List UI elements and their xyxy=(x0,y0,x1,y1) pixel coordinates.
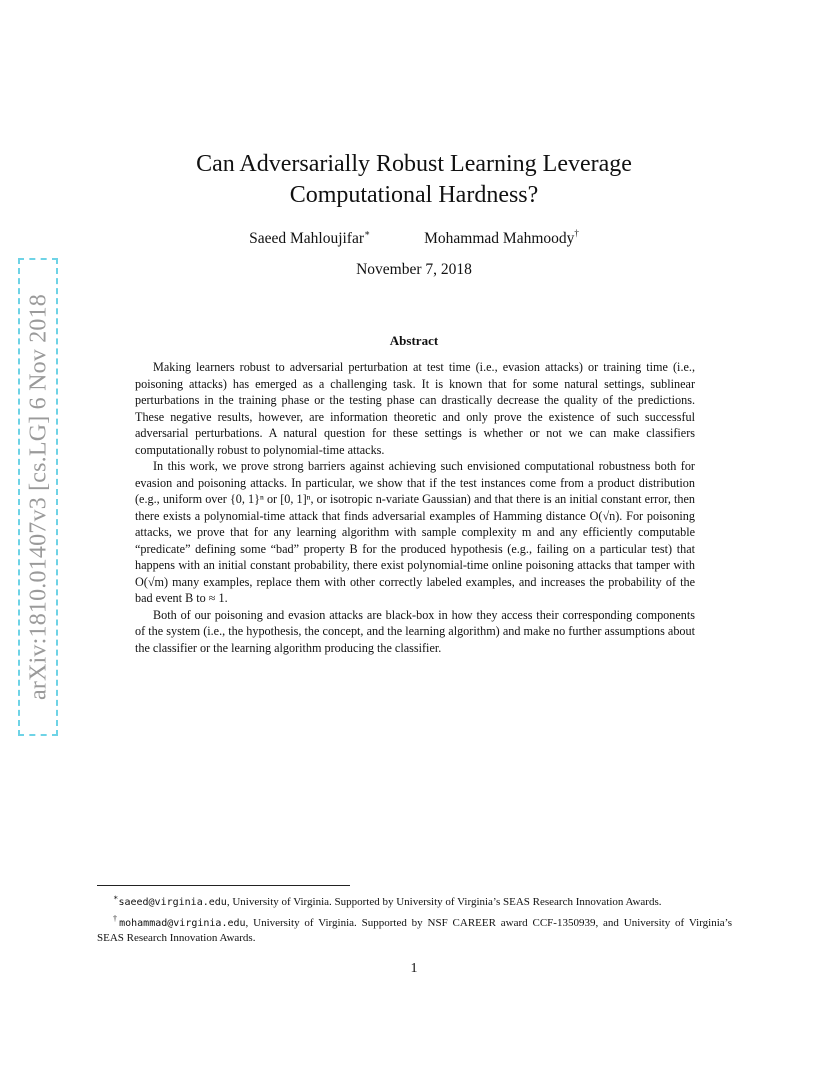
author-1-mark: ∗ xyxy=(364,228,371,238)
footnote-2-mark: † xyxy=(113,913,120,923)
author-2-name: Mohammad Mahmoody xyxy=(424,230,575,247)
page-number: 1 xyxy=(410,961,418,976)
footnote-2-email[interactable]: mohammad@virginia.edu xyxy=(119,917,246,929)
arxiv-identifier: arXiv:1810.01407v3 [cs.LG] 6 Nov 2018 xyxy=(25,294,52,701)
abstract-body xyxy=(135,359,695,656)
author-1 xyxy=(249,228,370,248)
footnote-1-mark: ∗ xyxy=(113,893,119,902)
abstract-paragraph-2: In this work, we prove strong barriers against achieving such envisioned computational robustness both for evasion and poisoning attacks. In particular, we show that if the test instances come from a product distribution (e.g., uniform over {0, 1}ⁿ or [0, 1]ⁿ, or isotropic n-variate Gaussian) and that there is an initial constant error, then there exists a polynomial-time attack that finds adversarial examples of Hamming distance O(√n). For poisoning attacks, we prove that for any learning algorithm with sample complexity m and any efficiently computable “predicate” defining some “bad” property B for the produced hypothesis (e.g., failing on a particular test) that happens with an initial constant probability, there exist polynomial-time online poisoning attacks that tamper with O(√m) many examples, replace them with other correctly labeled examples, and increases the probability of the bad event B to ≈ 1. xyxy=(135,459,695,605)
paper-date: November 7, 2018 xyxy=(356,261,472,278)
abstract-heading: Abstract xyxy=(389,333,439,348)
abstract-paragraph-1: Making learners robust to adversarial perturbation at test time (i.e., evasion attacks) or training time (i.e., poisoning attacks) has emerged as a challenging task. It is known that for some natural settings, sublinear perturbations in the training phase or the testing phase can drastically decrease the quality of the predictions. These negative results, however, are information theoretic and only prove the existence of such successful adversarial perturbations. A natural question for these settings is whether or not we can make classifiers computationally robust to polynomial-time attacks. xyxy=(135,360,695,457)
footnote-1 xyxy=(97,890,732,911)
title-line-2: Computational Hardness? xyxy=(289,182,539,208)
title-line-1: Can Adversarially Robust Learning Leverage xyxy=(196,151,632,177)
author-2-mark: † xyxy=(574,228,579,238)
footnotes xyxy=(97,890,732,947)
footnote-2-text: , University of Virginia. Supported by NSF CAREER award CCF-1350939, and University of Virginia’s SEAS Research Innovation Awards. xyxy=(97,916,732,944)
footnote-1-text: , University of Virginia. Supported by University of Virginia’s SEAS Research Innovation Awards. xyxy=(226,896,662,908)
footnote-2 xyxy=(97,911,732,947)
abstract-paragraph-3: Both of our poisoning and evasion attacks are black-box in how they access their corresponding components of the system (i.e., the hypothesis, the concept, and the learning algorithm) and make no further assumptions about the classifier or the learning algorithm producing the classifier. xyxy=(135,607,695,655)
footnote-rule xyxy=(97,885,350,886)
author-1-name: Saeed Mahloujifar xyxy=(249,230,365,247)
paper-title xyxy=(0,149,828,211)
author-2 xyxy=(424,228,579,248)
author-list xyxy=(0,228,828,248)
footnote-1-email[interactable]: saeed@virginia.edu xyxy=(118,897,227,908)
